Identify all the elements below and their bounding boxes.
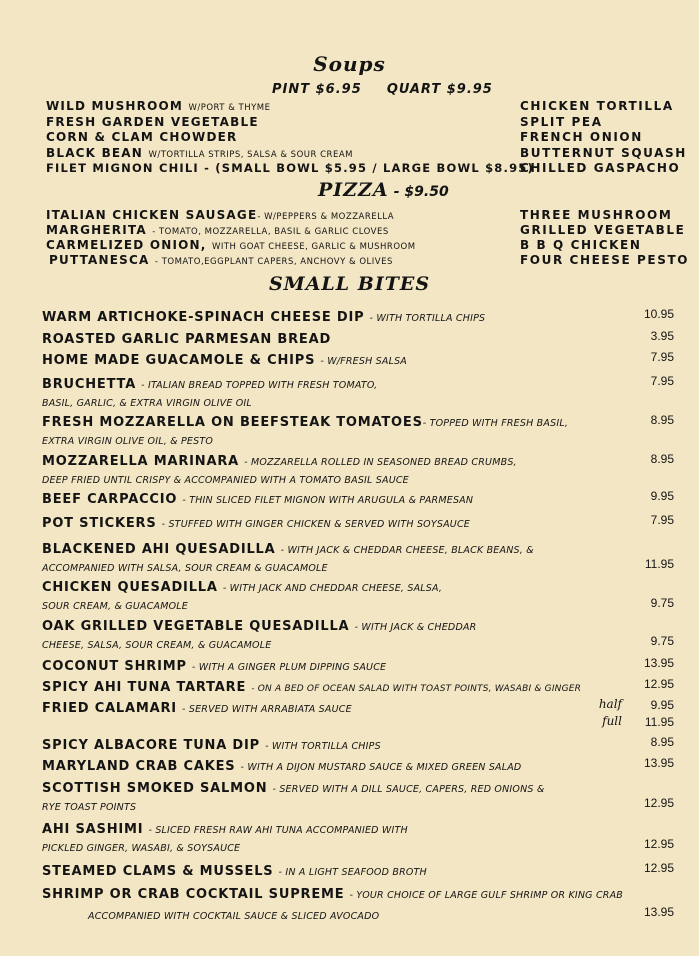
soup-left-2: FRESH GARDEN VEGETABLE xyxy=(46,115,259,129)
soup-left-4: BLACK BEAN W/TORTILLA STRIPS, SALSA & SOUR CREAM xyxy=(46,146,353,160)
quart-price: QUART $9.95 xyxy=(386,82,493,97)
pizza-right-2: GRILLED VEGETABLE xyxy=(520,223,686,237)
soup-left-5: FILET MIGNON CHILI - (SMALL BOWL $5.95 / LARGE BOWL $8.95) xyxy=(46,161,534,175)
soup-right-4: BUTTERNUT SQUASH xyxy=(520,146,687,160)
soup-right-2: SPLIT PEA xyxy=(520,115,603,129)
menu-page: Soups PINT $6.95 QUART $9.95 WILD MUSHROOM W/PORT & THYME FRESH GARDEN VEGETABLE CORN & CLAM CHOWDER BLACK BEAN W/TORTILLA STRIPS, SALSA & SOUR CREAM FILET MIGNON CHILI - (SMALL BOWL $5.95 / LARGE BOWL $8.95) CHICKEN TORTILLA SPLIT PEA FRENCH ONION BUTTERNUT SQUASH CHILLED GASPACHO PIZZA - $9.50 ITALIAN CHICKEN SAUSAGE- W/PEPPERS & MOZZARELLA MARGHERITA - TOMATO, MOZZARELLA, BASIL & GARLIC CLOVES CARMELIZED ONION, WITH GOAT CHEESE, GARLIC & MUSHROOM PUTTANESCA - TOMATO,EGGPLANT CAPERS, ANCHOVY & OLIVES THREE MUSHROOM GRILLED VEGETABLE B B Q CHICKEN FOUR CHEESE PESTO SMALL BITES WARM ARTICHOKE-SPINACH CHEESE DIP - WITH TORTILLA CHIPS 10.95 ROASTED GARLIC PARMESAN BREAD 3.95 HOME MADE GUACAMOLE & CHIPS - W/FRESH SALSA 7.95 BRUCHETTA - ITALIAN BREAD TOPPED WITH FRESH TOMATO, BASIL, GARLIC, & EXTRA VIRGIN OLIVE OIL 7.95 FRESH MOZZARELLA ON BEEFSTEAK TOMATOES- TOPPED WITH FRESH BASIL, EXTRA VIRGIN OLIVE OIL, & PESTO 8.95 MOZZARELLA MARINARA - MOZZARELLA ROLLED IN SEASONED BREAD CRUMBS, DEEP FRIED UNTIL CRISPY & ACCOMPANIED WITH A TOMATO BASIL SAUCE 8.95 BEEF CARPACCIO - THIN SLICED FILET MIGNON WITH ARUGULA & PARMESAN 9.95 POT STICKERS - STUFFED WITH GINGER CHICKEN & SERVED WITH SOYSAUCE 7.95 BLACKENED AHI QUESADILLA - WITH JACK & CHEDDAR CHEESE, BLACK BEANS, & ACCOMPANIED WITH SALSA, SOUR CREAM & GUACAMOLE 11.95 CHICKEN QUESADILLA - WITH JACK AND CHEDDAR CHEESE, SALSA, SOUR CREAM, & GUACAMOLE 9.75 OAK GRILLED VEGETABLE QUESADILLA - WITH JACK & CHEDDAR CHEESE, SALSA, SOUR CREAM, & GUACAMOLE 9.75 COCONUT SHRIMP - WITH A GINGER PLUM DIPPING SAUCE 13.95 SPICY AHI TUNA TARTARE - ON A BED OF OCEAN SALAD WITH TOAST POINTS, WASABI & GINGER 12.95 FRIED CALAMARI - SERVED WITH ARRABIATA SAUCE half 9.95 full 11.95 SPICY ALBACORE TUNA DIP - WITH TORTILLA CHIPS 8.95 MARYLAND CRAB CAKES - WITH A DIJON MUSTARD SAUCE & MIXED GREEN SALAD 13.95 SCOTTISH SMOKED SALMON - SERVED WITH A DILL SAUCE, CAPERS, RED ONIONS & RYE TOAST POINTS 12.95 AHI SASHIMI - SLICED FRESH RAW AHI TUNA ACCOMPANIED WITH PICKLED GINGER, WASABI, & SOYSAUCE 12.95 STEAMED CLAMS & MUSSELS - IN A LIGHT SEAFOOD BROTH 12.95 SHRIMP OR CRAB COCKTAIL SUPREME - YOUR CHOICE OF LARGE GULF SHRIMP OR KING CRAB ACCOMPANIED WITH COCKTAIL SAUCE & SLICED AVOCADO 13.95 xyxy=(0,0,699,956)
soups-title: Soups xyxy=(313,52,386,76)
pizza-right-3: B B Q CHICKEN xyxy=(520,238,642,252)
soups-price-line xyxy=(272,82,493,97)
soup-right-3: FRENCH ONION xyxy=(520,130,643,144)
pizza-right-1: THREE MUSHROOM xyxy=(520,208,673,222)
pizza-price: - $9.50 xyxy=(393,184,449,200)
soup-left-3: CORN & CLAM CHOWDER xyxy=(46,130,238,144)
full-label: full xyxy=(602,714,622,728)
small-bites-title: SMALL BITES xyxy=(268,273,431,295)
soup-right-1: CHICKEN TORTILLA xyxy=(520,99,674,113)
pizza-right-4: FOUR CHEESE PESTO xyxy=(520,253,690,267)
pizza-title: PIZZA xyxy=(318,179,389,201)
pizza-left-4: PUTTANESCA - TOMATO,EGGPLANT CAPERS, ANCHOVY & OLIVES xyxy=(49,253,393,267)
pint-price: PINT $6.95 xyxy=(272,82,362,97)
pizza-left-3: CARMELIZED ONION, WITH GOAT CHEESE, GARLIC & MUSHROOM xyxy=(46,238,416,252)
pizza-left-1: ITALIAN CHICKEN SAUSAGE- W/PEPPERS & MOZZARELLA xyxy=(46,208,395,222)
soup-right-5: CHILLED GASPACHO xyxy=(520,161,681,175)
half-label: half xyxy=(598,697,622,711)
pizza-header xyxy=(318,179,449,201)
pizza-left-2: MARGHERITA - TOMATO, MOZZARELLA, BASIL & GARLIC CLOVES xyxy=(46,223,389,237)
soup-left-1: WILD MUSHROOM W/PORT & THYME xyxy=(46,99,271,113)
